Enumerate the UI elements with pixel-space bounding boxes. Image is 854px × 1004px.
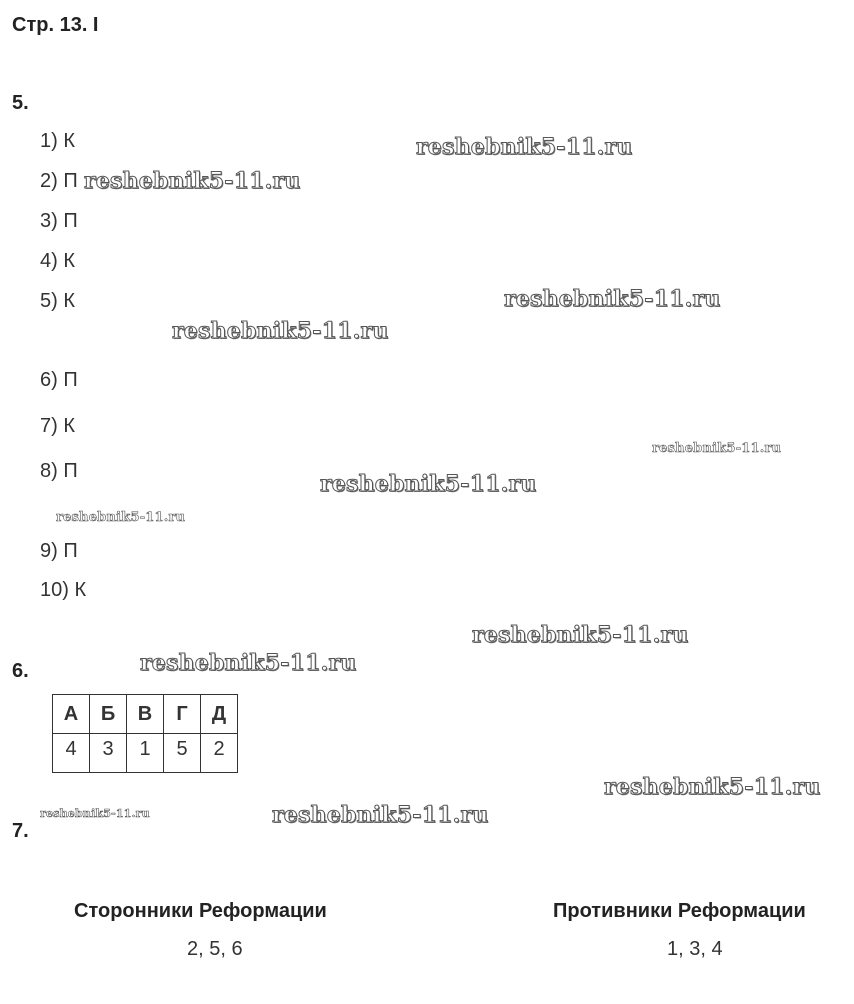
task-5-item: 8) П	[40, 460, 78, 482]
answer-table	[52, 694, 238, 773]
task-5-item: 10) К	[40, 579, 87, 601]
watermark: reshebnik5-11.ru	[172, 318, 389, 344]
table-cell: 4	[53, 734, 90, 773]
table-header-cell: В	[127, 695, 164, 734]
task-5-number: 5.	[12, 92, 29, 114]
answer-table-header-row	[53, 695, 238, 734]
task-5-item: 4) К	[40, 250, 75, 272]
watermark: reshebnik5-11.ru	[416, 134, 633, 160]
watermark: reshebnik5-11.ru	[604, 774, 821, 800]
watermark: reshebnik5-11.ru	[140, 650, 357, 676]
watermark: reshebnik5-11.ru	[504, 286, 721, 312]
task-5-item: 5) К	[40, 290, 75, 312]
watermark: reshebnik5-11.ru	[652, 441, 782, 456]
table-header-cell: Б	[90, 695, 127, 734]
table-cell: 3	[90, 734, 127, 773]
page-header: Стр. 13. І	[12, 14, 99, 36]
task-5-item: 2) П	[40, 170, 78, 192]
answer-table-row	[53, 734, 238, 773]
watermark: reshebnik5-11.ru	[84, 168, 301, 194]
task-7-number: 7.	[12, 820, 29, 842]
watermark: reshebnik5-11.ru	[472, 622, 689, 648]
watermark: reshebnik5-11.ru	[272, 802, 489, 828]
task-6-number: 6.	[12, 660, 29, 682]
watermark: reshebnik5-11.ru	[56, 510, 186, 525]
task-5-item: 1) К	[40, 130, 75, 152]
task-5-item: 6) П	[40, 369, 78, 391]
table-cell: 1	[127, 734, 164, 773]
watermark: reshebnik5-11.ru	[40, 807, 150, 820]
task-5-item: 9) П	[40, 540, 78, 562]
opponents-title: Противники Реформации	[553, 900, 806, 922]
table-header-cell: А	[53, 695, 90, 734]
task-5-item: 7) К	[40, 415, 75, 437]
table-header-cell: Д	[201, 695, 238, 734]
watermark: reshebnik5-11.ru	[320, 471, 537, 497]
task-5-item: 3) П	[40, 210, 78, 232]
supporters-title: Сторонники Реформации	[74, 900, 327, 922]
table-cell: 5	[164, 734, 201, 773]
supporters-values: 2, 5, 6	[187, 938, 243, 960]
opponents-values: 1, 3, 4	[667, 938, 723, 960]
table-cell: 2	[201, 734, 238, 773]
table-header-cell: Г	[164, 695, 201, 734]
